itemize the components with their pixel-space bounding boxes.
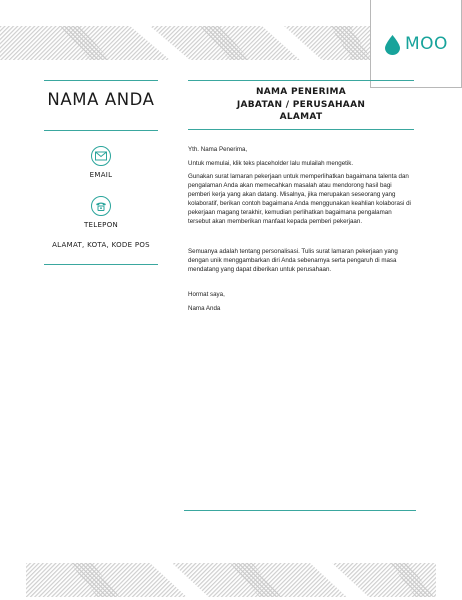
recipient-address: ALAMAT: [279, 112, 323, 122]
logo-box: [370, 0, 462, 88]
email-label: EMAIL: [89, 171, 113, 179]
telephone-icon: [91, 196, 111, 216]
right-header-rule: [188, 129, 414, 130]
letter-closing: Hormat saya,: [188, 291, 225, 298]
recipient-name: NAMA PENERIMA: [255, 87, 347, 97]
logo-text: MOO: [405, 34, 448, 54]
letter-paragraph-3: Semuanya adalah tentang personalisasi. Tulis surat lamaran pekerjaan yang dengan unik menggambarkan diri Anda sebenarnya serta pengaruh di masa mendatang yang dapat diberikan untuk perusahaan.: [188, 248, 398, 273]
left-name-rule: [44, 130, 158, 131]
letter-salutation: Yth. Nama Penerima,: [188, 146, 248, 153]
top-pattern-band: [0, 26, 372, 60]
sender-name: NAMA ANDA: [47, 90, 155, 109]
letter-paragraph-1: Untuk memulai, klik teks placeholder lalu mulailah mengetik.: [188, 160, 354, 167]
left-bottom-rule: [44, 264, 158, 265]
right-top-rule: [188, 80, 414, 81]
right-bottom-rule: [184, 510, 416, 511]
recipient-block: [188, 86, 414, 124]
phone-label: TELEPON: [83, 221, 119, 229]
recipient-title: JABATAN / PERUSAHAAN: [236, 99, 366, 110]
left-top-rule: [44, 80, 158, 81]
drop-icon: [385, 35, 400, 55]
letter-paragraph-2: Gunakan surat lamaran pekerjaan untuk memperlihatkan bagaimana talenta dan pengalaman Anda akan memecahkan masalah atau mendorong hasil bagi pemberi kerja yang akan datang. Misalnya, jika merupakan seseorang yang kolaboratif, berikan contoh bagaimana Anda menggunakan keahlian kolaborasi di pekerjaan magang terakhir, kemudian perlihatkan bagaimana pengalaman tersebut akan memberikan manfaat kepada pemberi pekerjaan.: [188, 173, 411, 225]
letter-signature: Nama Anda: [188, 305, 221, 312]
address-label: ALAMAT, KOTA, KODE POS: [52, 241, 150, 249]
envelope-icon: [91, 146, 111, 166]
bottom-pattern-band: [0, 563, 462, 597]
